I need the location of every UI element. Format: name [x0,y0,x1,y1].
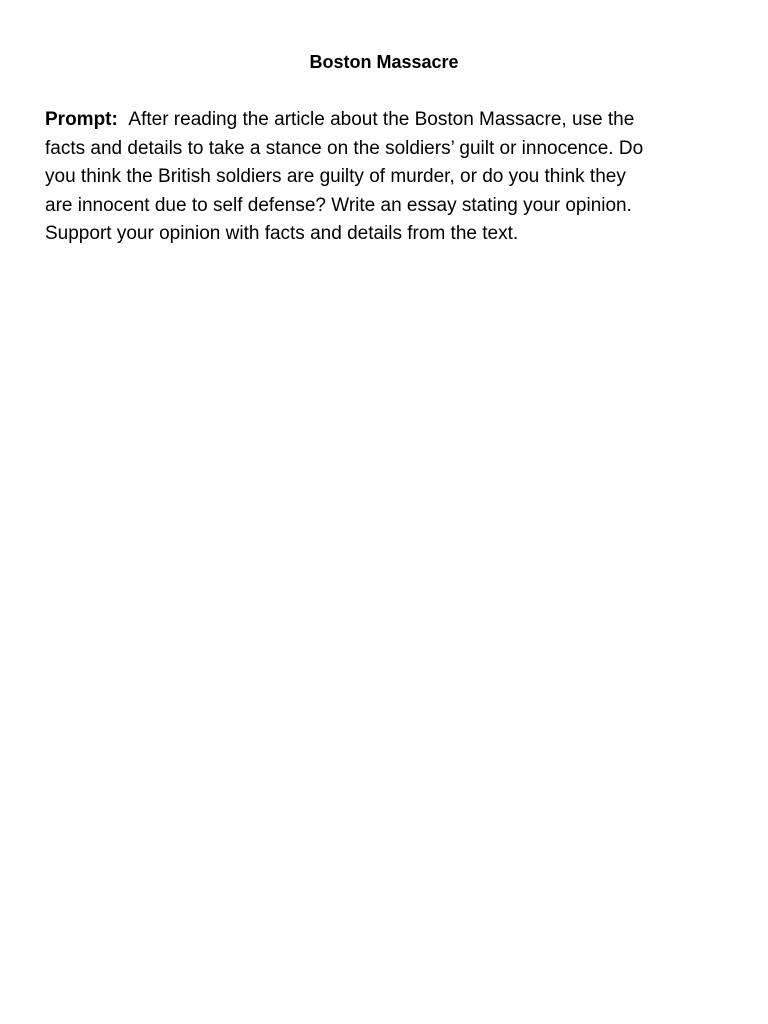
prompt-line-4: are innocent due to self defense? Write an essay stating your opinion. [45,194,632,216]
prompt-line-5: Support your opinion with facts and details from the text. [45,223,519,244]
prompt-line-2: facts and details to take a stance on the soldiers’ guilt or innocence. Do [45,137,644,159]
prompt-paragraph [45,106,725,249]
prompt-label: Prompt: [45,109,118,130]
prompt-text-line-1: After reading the article about the Boston Massacre, use the [128,109,635,130]
prompt-line-1 [45,106,725,135]
page-title: Boston Massacre [309,52,459,72]
prompt-line-3: you think the British soldiers are guilty of murder, or do you think they [45,166,626,187]
